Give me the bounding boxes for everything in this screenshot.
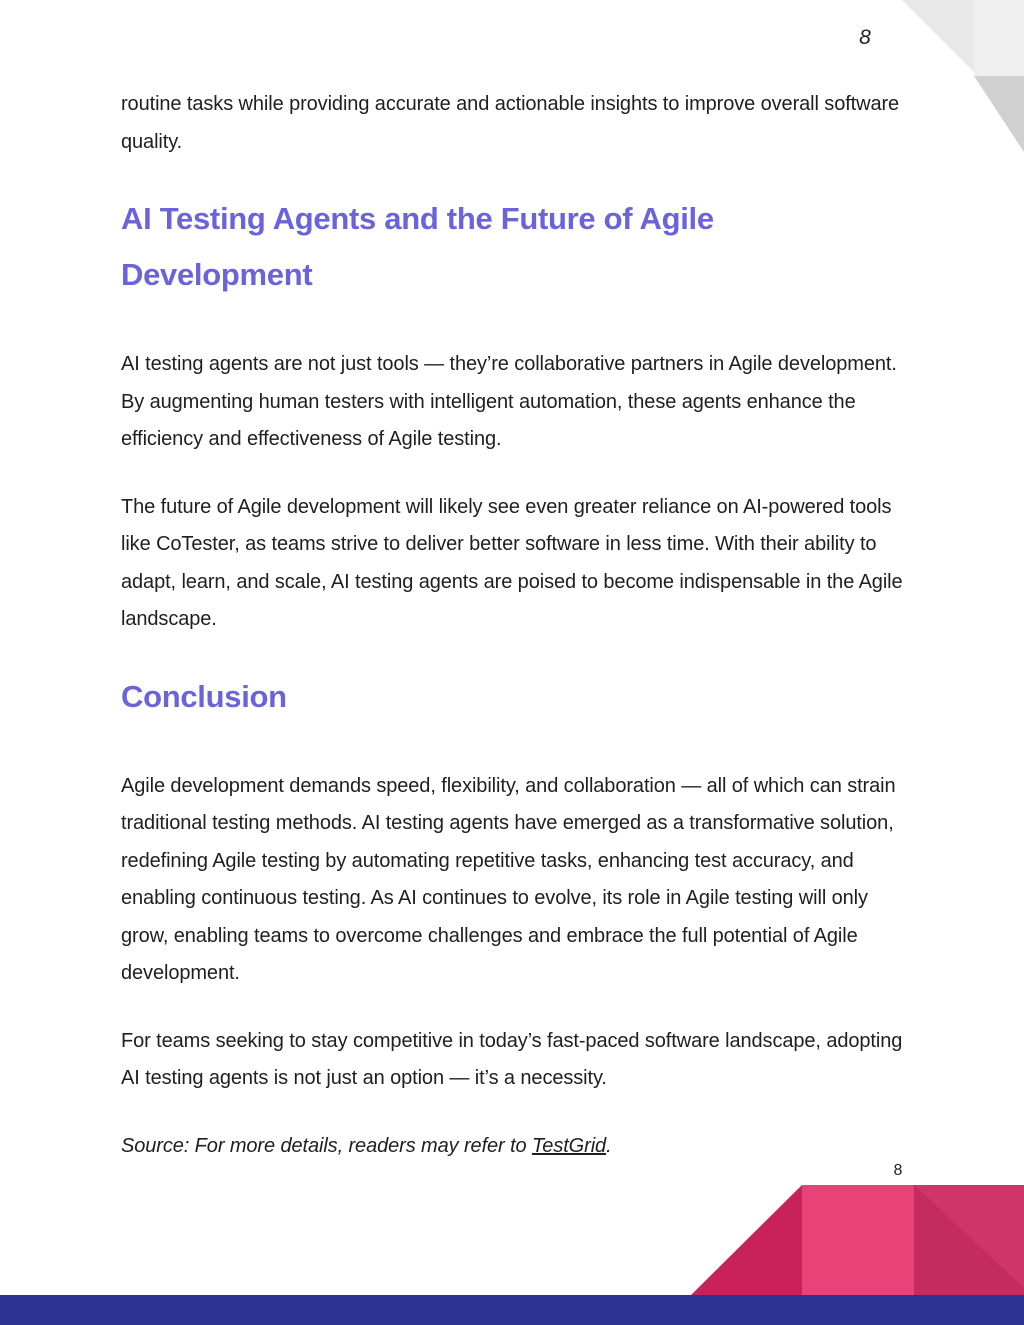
source-line <box>121 1128 911 1166</box>
section-heading-future: AI Testing Agents and the Future of Agile Development <box>121 201 714 292</box>
page-number-top: 8 <box>859 26 871 49</box>
paragraph-collaborative-partners: AI testing agents are not just tools — they’re collaborative partners in Agile development. By augmenting human testers with intelligent automation, these agents enhance the efficiency and effectiveness of Agile testing. <box>121 353 897 450</box>
corner-top-dark-triangle <box>974 76 1024 152</box>
paragraph-future-agile: The future of Agile development will likely see even greater reliance on AI-powered tools like CoTester, as teams strive to deliver better software in less time. With their ability to adapt, learn, and scale, AI testing agents are poised to become indispensable in the Agile landscape. <box>121 495 903 630</box>
corner-top-square <box>974 0 1024 76</box>
testgrid-link[interactable]: TestGrid <box>532 1134 607 1157</box>
paragraph-necessity: For teams seeking to stay competitive in today’s fast-paced software landscape, adopting AI testing agents is not just an option — it’s a necessity. <box>121 1029 903 1089</box>
paragraph-conclusion: Agile development demands speed, flexibility, and collaboration — all of which can strain traditional testing methods. AI testing agents have emerged as a transformative solution, redefining Agile testing by automating repetitive tasks, enhancing test accuracy, and enabling continuous testing. As AI continues to evolve, its role in Agile testing will only grow, enabling teams to overcome challenges and embrace the full potential of Agile development. <box>121 774 896 984</box>
page-number-bottom: 8 <box>893 1162 903 1179</box>
corner-decoration-bottom <box>690 1184 1024 1296</box>
source-prefix: Source: For more details, readers may refer to <box>121 1134 533 1157</box>
source-suffix: . <box>606 1134 612 1157</box>
corner-bottom-pink-block <box>802 1185 914 1296</box>
corner-bottom-crimson-triangle <box>690 1185 802 1296</box>
page-content <box>121 86 911 1165</box>
footer-bar <box>0 1295 1024 1325</box>
section-heading-conclusion: Conclusion <box>121 678 287 714</box>
intro-paragraph: routine tasks while providing accurate and actionable insights to improve overall software quality. <box>121 93 900 153</box>
